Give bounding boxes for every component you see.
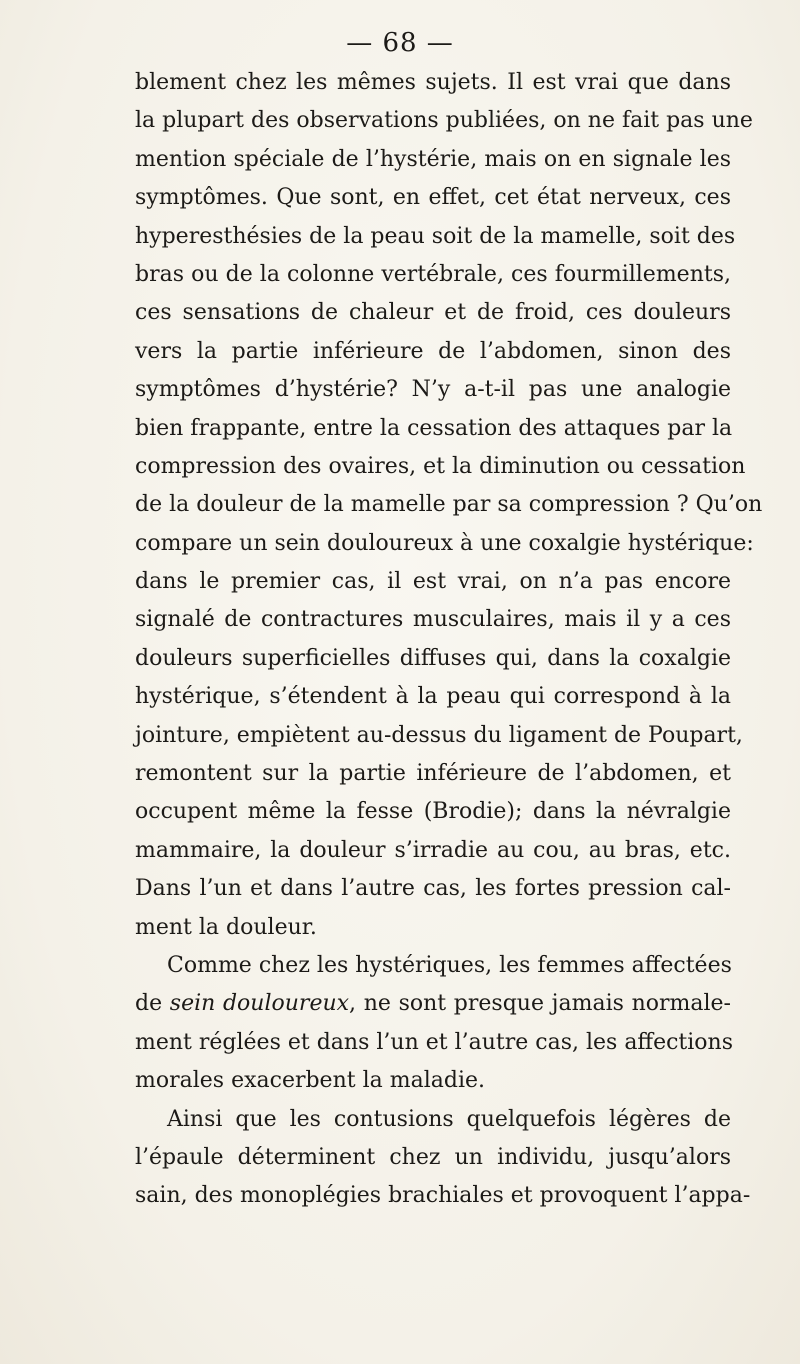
text-line: douleurs superficielles diffuses qui, dans la coxalgie xyxy=(135,645,731,671)
text-line: blement chez les mêmes sujets. Il est vrai que dans xyxy=(135,70,731,95)
text-line: Ainsi que les contusions quelquefois légères de xyxy=(167,1106,731,1132)
text-line: bras ou de la colonne vertébrale, ces fourmillements, xyxy=(135,261,731,287)
text-line: occupent même la fesse (Brodie); dans la névralgie xyxy=(135,799,731,825)
text-line: dans le premier cas, il est vrai, on n’a pas encore xyxy=(135,569,731,595)
text-line: bien frappante, entre la cessation des attaques par la xyxy=(135,415,733,441)
text-line: Dans l’un et dans l’autre cas, les fortes pression cal- xyxy=(135,876,731,902)
text-fragment: de xyxy=(135,991,170,1017)
text-line: ment réglées et dans l’un et l’autre cas, les affections xyxy=(135,1029,733,1055)
text-line: sain, des monoplégies brachiales et provoquent l’appa- xyxy=(135,1183,751,1209)
emphasis-text: sein douloureux xyxy=(169,991,350,1017)
text-line: mention spéciale de l’hystérie, mais on en signale les xyxy=(135,146,731,172)
text-line xyxy=(135,985,731,1023)
text-line: hyperesthésies de la peau soit de la mamelle, soit des xyxy=(135,223,736,249)
text-line: signalé de contractures musculaires, mais il y a ces xyxy=(135,607,731,633)
text-line: de la douleur de la mamelle par sa compression ? Qu’on xyxy=(135,492,763,518)
body-text xyxy=(135,64,763,1216)
text-line: jointure, empiètent au-dessus du ligament de Poupart, xyxy=(135,722,743,748)
text-line: compression des ovaires, et la diminution ou cessation xyxy=(135,453,746,479)
text-line: vers la partie inférieure de l’abdomen, sinon des xyxy=(135,338,731,364)
text-fragment: , ne sont presque jamais normale- xyxy=(349,991,731,1017)
text-line: symptômes. Que sont, en effet, cet état nerveux, ces xyxy=(135,185,731,211)
page-number: — 68 — xyxy=(346,28,454,58)
text-line: ces sensations de chaleur et de froid, ces douleurs xyxy=(135,300,731,326)
text-line: ment la douleur. xyxy=(135,914,317,940)
text-line: hystérique, s’étendent à la peau qui correspond à la xyxy=(135,684,731,710)
text-line: Comme chez les hystériques, les femmes affectées xyxy=(167,952,732,978)
text-line: la plupart des observations publiées, on ne fait pas une xyxy=(135,108,753,134)
text-line: remontent sur la partie inférieure de l’abdomen, et xyxy=(135,761,731,787)
text-line: compare un sein douloureux à une coxalgie hystérique: xyxy=(135,530,754,556)
text-line: symptômes d’hystérie? N’y a-t-il pas une analogie xyxy=(135,377,731,403)
text-line: l’épaule déterminent chez un individu, jusqu’alors xyxy=(135,1144,731,1170)
text-line: morales exacerbent la maladie. xyxy=(135,1068,485,1094)
text-line: mammaire, la douleur s’irradie au cou, au bras, etc. xyxy=(135,837,731,863)
